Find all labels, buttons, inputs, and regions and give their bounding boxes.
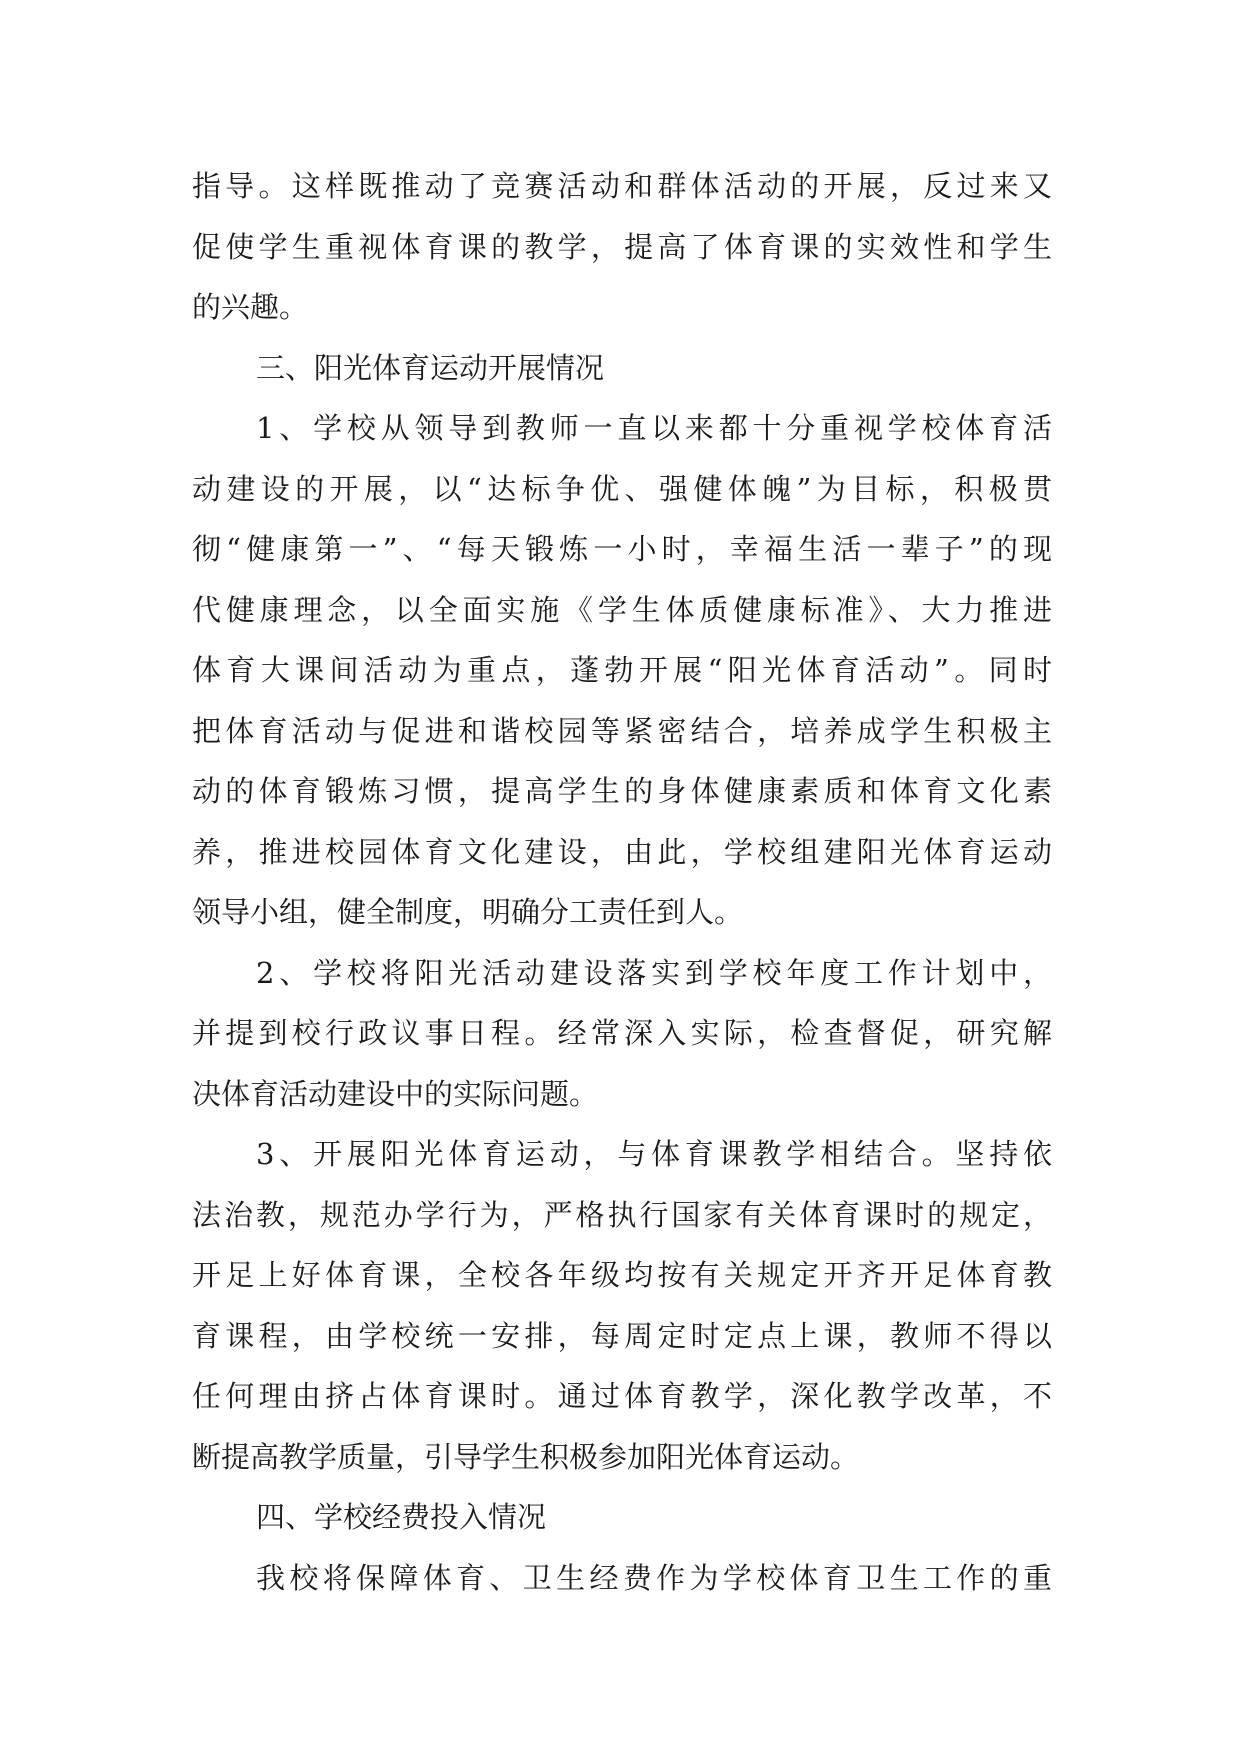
paragraph-line: 断提高教学质量，引导学生积极参加阳光体育运动。 bbox=[192, 1439, 860, 1474]
paragraph-first-line: 我校将保障体育、卫生经费作为学校体育卫生工作的重 bbox=[256, 1560, 1052, 1595]
paragraph-line: 任何理由挤占体育课时。通过体育教学，深化教学改革，不 bbox=[192, 1379, 1052, 1413]
paragraph-first-line: 三、阳光体育运动开展情况 bbox=[256, 350, 605, 385]
paragraph-first-line: 2、学校将阳光活动建设落实到学校年度工作计划中， bbox=[256, 955, 1052, 990]
paragraph-first-line: 3、开展阳光体育运动，与体育课教学相结合。坚持依 bbox=[256, 1137, 1052, 1171]
paragraph-line: 动的体育锻炼习惯，提高学生的身体健康素质和体育文化素 bbox=[192, 774, 1052, 808]
paragraph-line: 的兴趣。 bbox=[192, 290, 309, 324]
paragraph-line: 把体育活动与促进和谐校园等紧密结合，培养成学生积极主 bbox=[192, 713, 1052, 748]
paragraph-line: 动建设的开展，以“达标争优、强健体魄”为目标，积极贯 bbox=[192, 471, 1052, 506]
paragraph-line: 决体育活动建设中的实际问题。 bbox=[192, 1076, 599, 1111]
paragraph-line: 法治教，规范办学行为，严格执行国家有关体育课时的规定， bbox=[192, 1197, 1052, 1232]
paragraph-first-line: 1、学校从领导到教师一直以来都十分重视学校体育活 bbox=[256, 411, 1052, 445]
paragraph-line: 指导。这样既推动了竞赛活动和群体活动的开展，反过来又 bbox=[192, 169, 1052, 203]
paragraph-line: 代健康理念，以全面实施《学生体质健康标准》、大力推进 bbox=[192, 592, 1052, 627]
paragraph-line: 领导小组，健全制度，明确分工责任到人。 bbox=[192, 895, 744, 929]
paragraph-line: 开足上好体育课，全校各年级均按有关规定开齐开足体育教 bbox=[192, 1258, 1052, 1292]
paragraph-line: 并提到校行政议事日程。经常深入实际，检查督促，研究解 bbox=[192, 1016, 1052, 1050]
paragraph-line: 体育大课间活动为重点，蓬勃开展“阳光体育活动”。同时 bbox=[192, 653, 1052, 687]
paragraph-line: 促使学生重视体育课的教学，提高了体育课的实效性和学生 bbox=[192, 229, 1052, 264]
paragraph-line: 育课程，由学校统一安排，每周定时定点上课，教师不得以 bbox=[192, 1318, 1052, 1353]
paragraph-first-line: 四、学校经费投入情况 bbox=[256, 1500, 547, 1534]
paragraph-line: 养，推进校园体育文化建设，由此，学校组建阳光体育运动 bbox=[192, 834, 1052, 869]
paragraph-line: 彻“健康第一”、“每天锻炼一小时，幸福生活一辈子”的现 bbox=[192, 532, 1052, 566]
document-body bbox=[192, 156, 1052, 1608]
